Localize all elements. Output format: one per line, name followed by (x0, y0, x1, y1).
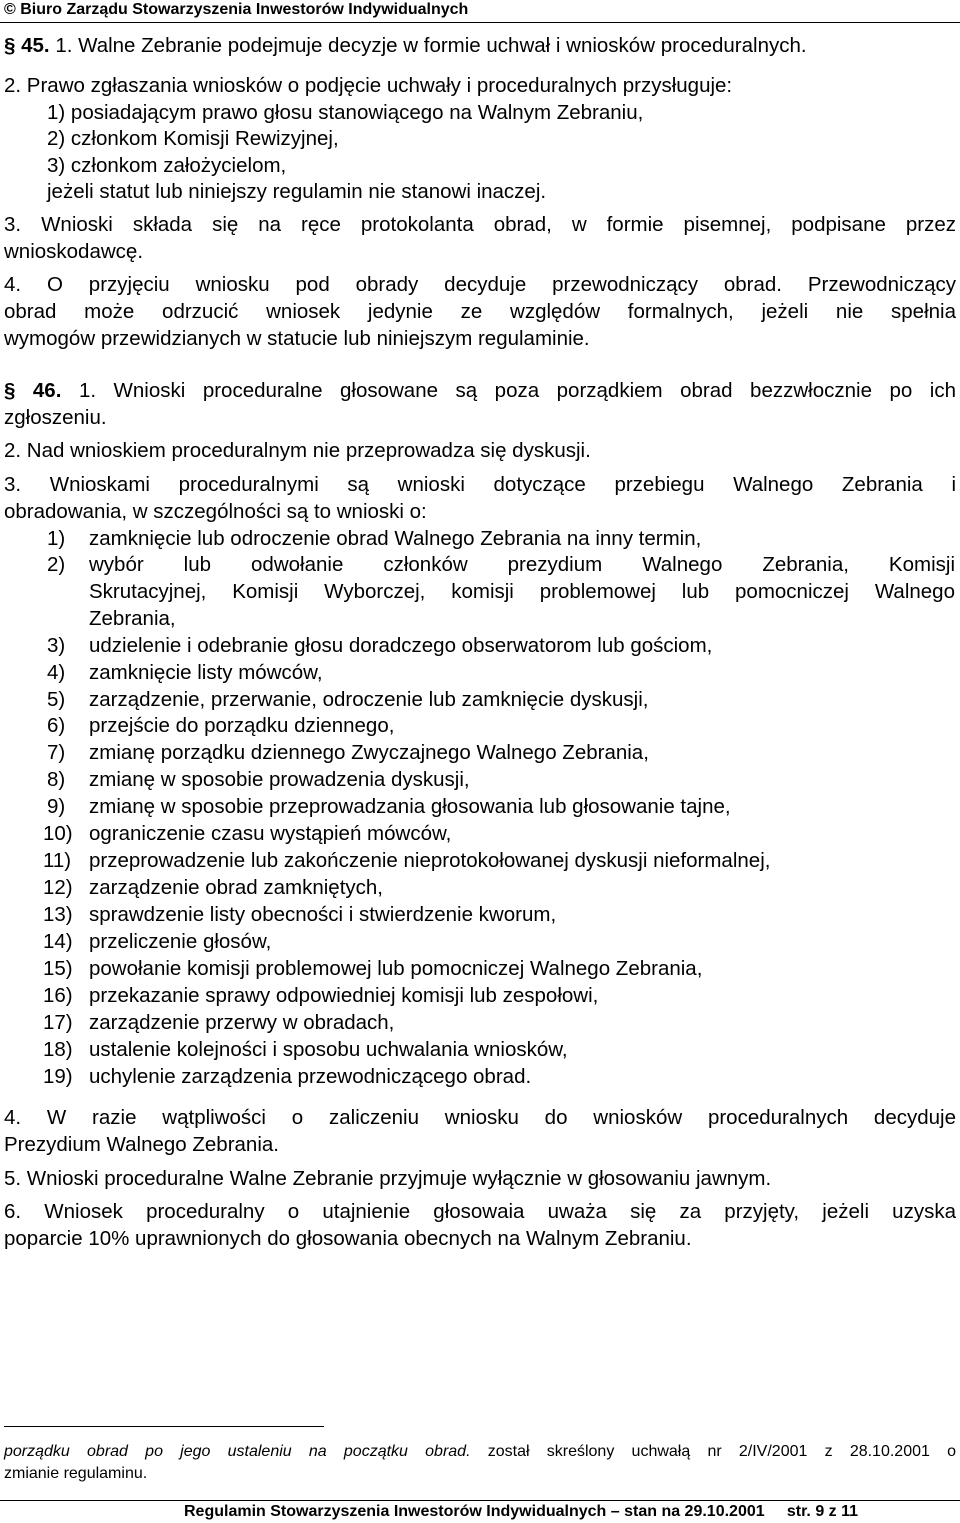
list-item-number: 4) (47, 661, 66, 684)
section-45-p3-cont: wnioskodawcę. (4, 240, 144, 263)
section-45-p4: 4. O przyjęciu wniosku pod obrady decyduje przewodniczący obrad. Przewodniczący (4, 273, 956, 296)
list-item-number: 6) (47, 714, 66, 737)
list-item-number: 18) (43, 1038, 73, 1061)
section-46-p4-cont: Prezydium Walnego Zebrania. (4, 1133, 279, 1156)
section-46-p1: § 46. 1. Wnioski proceduralne głosowane są poza porządkiem obrad bezzwłocznie po ich (4, 379, 956, 402)
list-item-text: zmianę porządku dziennego Zwyczajnego Walnego Zebrania, (89, 741, 649, 764)
section-46-number: § 46. (4, 379, 62, 402)
copyright-text: © Biuro Zarządu Stowarzyszenia Inwestorów Indywidualnych (4, 1, 469, 18)
footnote-rule (4, 1426, 324, 1427)
list-item-text: ograniczenie czasu wystąpień mówców, (89, 822, 452, 845)
list-item-text: udzielenie i odebranie głosu doradczego obserwatorom lub gościom, (89, 634, 713, 657)
page-header (0, 0, 960, 23)
list-item-number: 3) (47, 634, 66, 657)
list-item-text: przeliczenie głosów, (89, 930, 272, 953)
section-46-p3: 3. Wnioskami proceduralnymi są wnioski dotyczące przebiegu Walnego Zebrania i (4, 473, 956, 496)
list-item-text: zarządzenie obrad zamkniętych, (89, 876, 383, 899)
list-item-number: 1) (47, 527, 66, 550)
list-item-text: sprawdzenie listy obecności i stwierdzenie kworum, (89, 903, 557, 926)
list-item-number: 14) (43, 930, 73, 953)
list-item-text: zamknięcie listy mówców, (89, 661, 323, 684)
list-item-text: zarządzenie przerwy w obradach, (89, 1011, 395, 1034)
section-46-p6: 6. Wniosek proceduralny o utajnienie głosowaia uważa się za przyjęty, jeżeli uzyska (4, 1200, 956, 1223)
list-item-number: 12) (43, 876, 73, 899)
footnote-line1: porządku obrad po jego ustaleniu na początku obrad. został skreślony uchwałą nr 2/IV/2001 z 28.10.2001 o (4, 1443, 957, 1460)
list-item-text: Zebrania, (89, 607, 176, 630)
list-tail: jeżeli statut lub niniejszy regulamin nie stanowi inaczej. (47, 180, 547, 203)
section-45-p4-end: wymogów przewidzianych w statucie lub niniejszym regulaminie. (4, 327, 590, 350)
section-46-p1-cont: zgłoszeniu. (4, 406, 107, 429)
list-item-number: 16) (43, 984, 73, 1007)
footnote-line2: zmianie regulaminu. (4, 1465, 148, 1482)
page-footer (0, 1500, 960, 1520)
section-46-p5: 5. Wnioski proceduralne Walne Zebranie przyjmuje wyłącznie w głosowaniu jawnym. (4, 1167, 772, 1190)
list-item-number: 15) (43, 957, 73, 980)
list-item-number: 17) (43, 1011, 73, 1034)
section-45-p2: 2. Prawo zgłaszania wniosków o podjęcie uchwały i proceduralnych przysługuje: (4, 74, 733, 97)
list-item-number: 10) (43, 822, 73, 845)
list-item-text: Skrutacyjnej, Komisji Wyborczej, komisji problemowej lub pomocniczej Walnego (89, 580, 955, 603)
list-item-text: powołanie komisji problemowej lub pomocniczej Walnego Zebrania, (89, 957, 703, 980)
list-item-text: wybór lub odwołanie członków prezydium Walnego Zebrania, Komisji (89, 553, 955, 576)
list-item-number: 8) (47, 768, 66, 791)
section-45-number: § 45. (4, 34, 50, 57)
list-item-text: zarządzenie, przerwanie, odroczenie lub zamknięcie dyskusji, (89, 688, 649, 711)
list-item-text: przekazanie sprawy odpowiedniej komisji lub zespołowi, (89, 984, 599, 1007)
list-item-number: 9) (47, 795, 66, 818)
list-item-number: 13) (43, 903, 73, 926)
section-46-p2: 2. Nad wnioskiem proceduralnym nie przeprowadza się dyskusji. (4, 439, 591, 462)
section-45-p1: § 45. 1. Walne Zebranie podejmuje decyzje w formie uchwał i wniosków proceduralnych. (4, 34, 807, 57)
list-item: 1) posiadającym prawo głosu stanowiącego na Walnym Zebraniu, (47, 101, 644, 124)
list-item-number: 2) (47, 553, 66, 576)
list-item-text: zamknięcie lub odroczenie obrad Walnego Zebrania na inny termin, (89, 527, 702, 550)
list-item-text: zmianę w sposobie prowadzenia dyskusji, (89, 768, 470, 791)
list-item: 3) członkom założycielom, (47, 154, 287, 177)
section-45-p4-cont: obrad może odrzucić wniosek jedynie ze względów formalnych, jeżeli nie spełnia (4, 300, 956, 323)
section-45-p3: 3. Wnioski składa się na ręce protokolanta obrad, w formie pisemnej, podpisane przez (4, 213, 956, 236)
list-item-number: 19) (43, 1065, 73, 1088)
section-46-p3-cont: obradowania, w szczególności są to wnioski o: (4, 500, 427, 523)
section-46-p4: 4. W razie wątpliwości o zaliczeniu wniosku do wniosków proceduralnych decyduje (4, 1106, 956, 1129)
list-item-number: 5) (47, 688, 66, 711)
list-item-text: przejście do porządku dziennego, (89, 714, 395, 737)
list-item-number: 11) (43, 849, 72, 872)
footer-text: Regulamin Stowarzyszenia Inwestorów Indywidualnych – stan na 29.10.2001 str. 9 z 11 (184, 1503, 859, 1520)
list-item-text: uchylenie zarządzenia przewodniczącego obrad. (89, 1065, 532, 1088)
list-item-text: zmianę w sposobie przeprowadzania głosowania lub głosowanie tajne, (89, 795, 731, 818)
list-item: 2) członkom Komisji Rewizyjnej, (47, 127, 339, 150)
list-item-text: przeprowadzenie lub zakończenie nieprotokołowanej dyskusji nieformalnej, (89, 849, 771, 872)
list-item-number: 7) (47, 741, 66, 764)
list-item-text: ustalenie kolejności i sposobu uchwalania wniosków, (89, 1038, 568, 1061)
section-46-p6-cont: poparcie 10% uprawnionych do głosowania obecnych na Walnym Zebraniu. (4, 1227, 692, 1250)
